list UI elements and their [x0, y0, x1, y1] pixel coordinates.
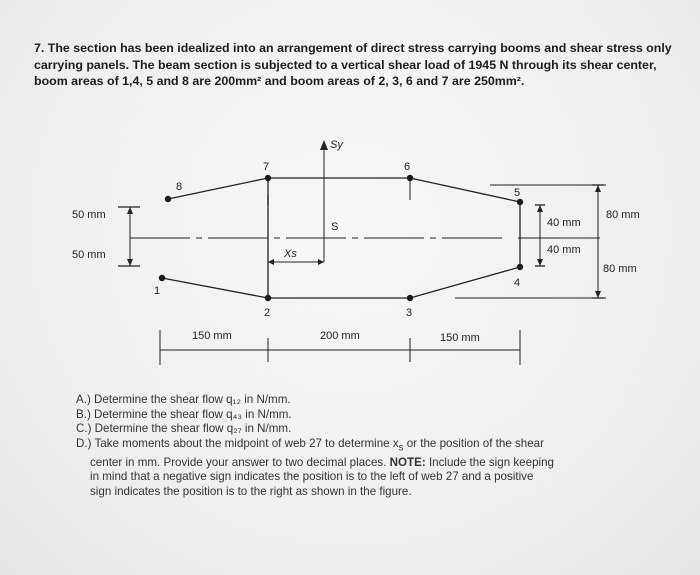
boom-8	[165, 196, 171, 202]
boom-3-label: 3	[406, 307, 413, 319]
boom-7	[265, 175, 271, 181]
dim-left-upper: 50 mm	[72, 209, 106, 221]
boom-3	[407, 295, 413, 301]
dim-right-lower-outer: 80 mm	[603, 263, 637, 275]
sy-label: Sy	[330, 139, 343, 151]
boom-6-label: 6	[404, 161, 411, 173]
sy-arrow-head	[320, 140, 328, 150]
boom-8-label: 8	[176, 181, 183, 193]
question-d-line4: sign indicates the position is to the right as shown in the figure.	[90, 484, 412, 498]
boom-4-label: 4	[514, 277, 521, 289]
shear-center-label: S	[331, 221, 339, 233]
boom-5	[517, 199, 523, 205]
problem-text-4: .	[520, 74, 525, 89]
problem-number: 7.	[34, 41, 45, 55]
boom-6	[407, 175, 413, 181]
question-d-line3: in mind that a negative sign indicates the position is to the left of web 27 and a positive	[90, 470, 534, 484]
shear-load-value: 1945 N	[468, 57, 509, 72]
xs-label: Xs	[284, 248, 297, 260]
boom-7-label: 7	[263, 161, 270, 173]
question-d: D.) Take moments about the midpoint of web 27 to determine $x_s$ or the position of the shear	[76, 436, 544, 454]
boom-area-a: 200mm²	[214, 74, 262, 89]
boom-2-label: 2	[264, 307, 271, 319]
boom-5-label: 5	[514, 187, 521, 199]
boom-1	[159, 275, 165, 281]
dim-right-upper-outer: 80 mm	[606, 209, 640, 221]
dim-bottom-3: 150 mm	[440, 332, 480, 344]
boom-1-label: 1	[154, 285, 161, 297]
dim-right-upper-inner: 40 mm	[547, 217, 581, 229]
dim-right-lower-inner: 40 mm	[547, 244, 581, 256]
question-c: C.) Determine the shear flow q₂₇ in N/mm.	[76, 422, 292, 436]
question-b: B.) Determine the shear flow q₄₃ in N/mm.	[76, 407, 292, 421]
dim-left-lower: 50 mm	[72, 249, 106, 261]
problem-text-2: through its shear center, boom areas of 1,4, 5 and 8 are	[34, 57, 657, 89]
question-list	[76, 393, 676, 499]
boom-area-b: 250mm²	[474, 74, 521, 89]
dim-bottom-2: 200 mm	[320, 330, 360, 342]
problem-text-1: The section has been idealized into an arrangement of direct stress carrying booms and shear stress only carrying panels. The beam section is subjected to a vertical shear load of	[34, 41, 672, 72]
question-a: A.) Determine the shear flow q₁₂ in N/mm.	[76, 393, 291, 406]
dim-bottom-1: 150 mm	[192, 330, 232, 342]
boom-2	[265, 295, 271, 301]
question-d-line2: center in mm. Provide your answer to two decimal places. NOTE: Include the sign keeping	[90, 455, 554, 469]
boom-4	[517, 264, 523, 270]
top-skin	[168, 178, 520, 202]
problem-text-3: and boom areas of 2, 3, 6 and 7 are	[261, 74, 475, 89]
bottom-skin	[162, 267, 520, 298]
